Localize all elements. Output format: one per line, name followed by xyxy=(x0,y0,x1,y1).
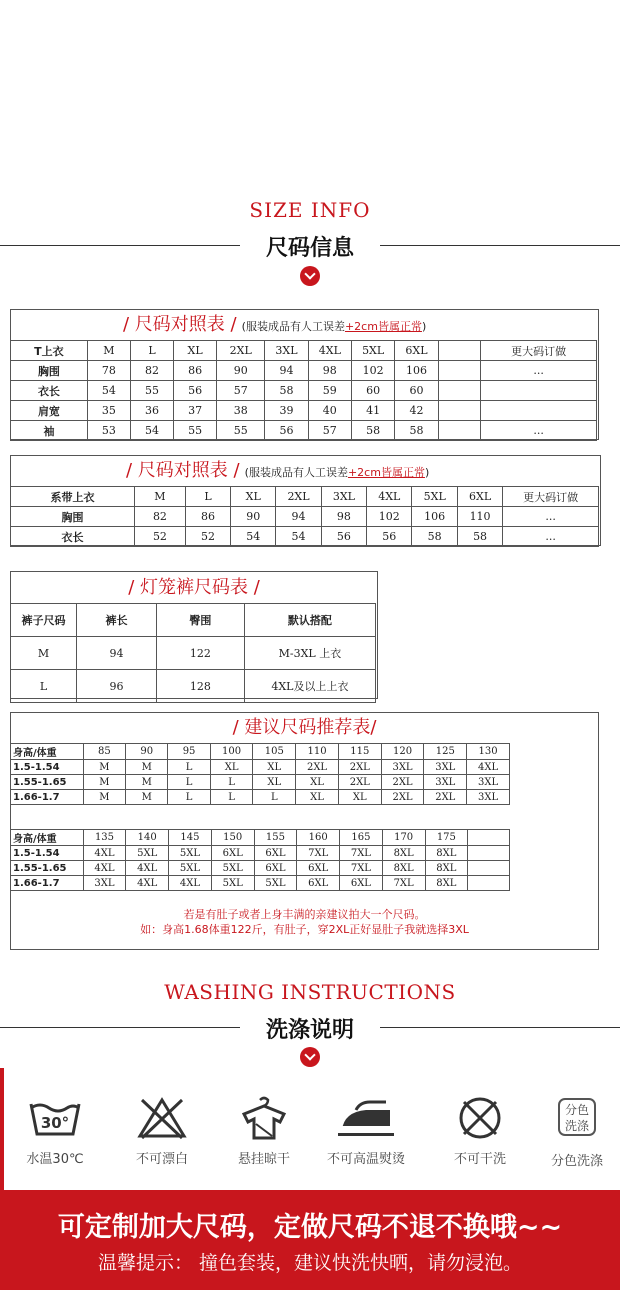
hang-dry-icon xyxy=(234,1096,294,1140)
table-cell: 52 xyxy=(185,527,230,547)
wash-label: 不可高温熨烫 xyxy=(326,1152,405,1167)
table-cell: 90 xyxy=(231,507,276,527)
table-cell: 60 xyxy=(395,381,438,401)
table-cell: 7XL xyxy=(297,846,340,861)
table-cell: 1.55-1.65 xyxy=(11,861,84,876)
table-header-row xyxy=(11,487,599,507)
table-cell: 4XL xyxy=(126,876,169,891)
table-cell: 袖 xyxy=(11,421,88,441)
table-cell: 2XL xyxy=(381,790,424,805)
table-cell: L xyxy=(210,775,253,790)
table-cell: ... xyxy=(481,361,597,381)
table-cell xyxy=(468,846,510,861)
table-row xyxy=(11,381,597,401)
table-cell: XL xyxy=(338,790,381,805)
table-cell: 37 xyxy=(174,401,217,421)
table-cell: 系带上衣 xyxy=(11,487,135,507)
table-cell: 臀围 xyxy=(156,604,244,637)
size-info-cn-title: 尺码信息 xyxy=(265,236,354,261)
table-row xyxy=(11,507,599,527)
size-table-1-note-suffix: ) xyxy=(421,320,427,333)
separate-wash-badge-line2: 洗涤 xyxy=(564,1119,589,1133)
wash-label: 水温30℃ xyxy=(26,1152,84,1167)
table-cell: 5XL xyxy=(169,861,212,876)
table-cell: 82 xyxy=(134,507,185,527)
table-row xyxy=(11,527,599,547)
table-cell: 85 xyxy=(83,744,125,760)
table-cell: 38 xyxy=(217,401,265,421)
table-cell: XL xyxy=(210,760,253,775)
wash-item-no-bleach xyxy=(112,1096,212,1167)
table-cell: L xyxy=(185,487,230,507)
table-cell: 2XL xyxy=(424,790,467,805)
side-accent xyxy=(0,1068,4,1190)
table-cell: 90 xyxy=(217,361,265,381)
table-cell: 默认搭配 xyxy=(244,604,375,637)
wash-30-icon xyxy=(25,1096,85,1140)
size-table-1-note-highlight: +2cm皆属正常 xyxy=(344,320,422,333)
table-cell: XL xyxy=(253,760,296,775)
table-cell: 115 xyxy=(338,744,381,760)
separate-wash-icon xyxy=(547,1098,607,1142)
chevron-down-icon xyxy=(300,266,320,286)
table-cell: 160 xyxy=(297,830,340,846)
table-cell: 1.5-1.54 xyxy=(11,760,84,775)
table-cell: 2XL xyxy=(296,760,339,775)
table-cell: 82 xyxy=(130,361,173,381)
banner-main-text: 可定制加大尺码，定做尺码不退不换哦~~ xyxy=(57,1212,563,1243)
table-cell: 4XL xyxy=(83,846,126,861)
table-header-row xyxy=(11,604,376,637)
table-cell: 52 xyxy=(134,527,185,547)
table-cell: 56 xyxy=(367,527,412,547)
table-cell: L xyxy=(253,790,296,805)
table-cell: 6XL xyxy=(211,846,254,861)
wash-label: 分色洗涤 xyxy=(550,1154,603,1169)
table-cell: 78 xyxy=(87,361,130,381)
table-cell: 胸围 xyxy=(11,507,135,527)
table-cell: 105 xyxy=(253,744,296,760)
table-cell: 35 xyxy=(87,401,130,421)
table-cell: 170 xyxy=(382,830,425,846)
table-cell: M xyxy=(126,790,168,805)
table-cell: M xyxy=(11,637,77,670)
table-cell: 衣长 xyxy=(11,381,88,401)
wash-label: 不可漂白 xyxy=(135,1152,188,1167)
table-cell: 6XL xyxy=(254,861,297,876)
table-cell: 55 xyxy=(130,381,173,401)
table-cell: 41 xyxy=(351,401,394,421)
table-cell: 5XL xyxy=(254,876,297,891)
size-table-2-title: / 尺码对照表 / xyxy=(126,460,240,481)
table-cell xyxy=(438,341,481,361)
table-cell: 110 xyxy=(457,507,502,527)
wash-item-30 xyxy=(5,1096,105,1167)
table-cell: 2XL xyxy=(217,341,265,361)
table-cell: 衣长 xyxy=(11,527,135,547)
table-cell: 5XL xyxy=(351,341,394,361)
table-cell xyxy=(438,401,481,421)
table-cell: 140 xyxy=(126,830,169,846)
table-cell: 58 xyxy=(395,421,438,441)
table-cell: 3XL xyxy=(321,487,366,507)
size-table-2 xyxy=(10,455,601,546)
table-cell: 1.5-1.54 xyxy=(11,846,84,861)
table-cell: 6XL xyxy=(254,846,297,861)
table-cell: 125 xyxy=(424,744,467,760)
table-row xyxy=(11,637,376,670)
wash-label: 不可干洗 xyxy=(453,1152,506,1167)
table-cell: L xyxy=(130,341,173,361)
size-table-2-note-prefix: (服装成品有人工误差 xyxy=(244,466,348,479)
table-cell: 57 xyxy=(308,421,351,441)
table-cell: L xyxy=(168,775,210,790)
table-cell: 更大码订做 xyxy=(503,487,599,507)
table-cell: 4XL xyxy=(467,760,510,775)
table-cell: 2XL xyxy=(381,775,424,790)
table-cell: 57 xyxy=(217,381,265,401)
size-info-cn-header xyxy=(0,228,620,262)
table-row xyxy=(11,775,510,790)
table-cell: T上衣 xyxy=(11,341,88,361)
table-cell: 102 xyxy=(351,361,394,381)
recommend-size-table xyxy=(10,712,599,950)
wash-item-no-dry-clean xyxy=(430,1096,530,1167)
table-cell: L xyxy=(168,790,210,805)
table-cell: 7XL xyxy=(382,876,425,891)
table-cell: 4XL及以上上衣 xyxy=(244,670,375,703)
table-cell xyxy=(468,830,510,846)
table-cell: 36 xyxy=(130,401,173,421)
table-cell: 4XL xyxy=(169,876,212,891)
pants-size-table-grid xyxy=(10,603,376,703)
table-cell: 4XL xyxy=(126,861,169,876)
separate-wash-badge-line1: 分色 xyxy=(564,1103,589,1117)
table-header-row xyxy=(11,341,597,361)
table-cell xyxy=(468,876,510,891)
recommend-note-1: 若是有肚子或者上身丰满的亲建议拍大一个尺码。 xyxy=(183,908,426,921)
table-cell: 5XL xyxy=(126,846,169,861)
table-row xyxy=(11,421,597,441)
table-cell: 裤长 xyxy=(77,604,157,637)
table-cell: 135 xyxy=(83,830,126,846)
size-info-en-title: SIZE INFO xyxy=(249,198,371,222)
table-cell: XL xyxy=(253,775,296,790)
table-cell: M-3XL 上衣 xyxy=(244,637,375,670)
pants-size-table xyxy=(10,571,378,699)
table-cell: 7XL xyxy=(340,861,383,876)
size-table-1-note-prefix: (服装成品有人工误差 xyxy=(241,320,345,333)
table-cell: 54 xyxy=(130,421,173,441)
table-cell: 120 xyxy=(381,744,424,760)
table-cell: ... xyxy=(503,507,599,527)
table-cell: L xyxy=(168,760,210,775)
recommend-note-2: 如：身高1.68体重122斤，有肚子，穿2XL正好显肚子我就选择3XL xyxy=(140,923,469,936)
table-cell xyxy=(468,861,510,876)
recommend-table-block-2 xyxy=(10,829,510,891)
table-cell: M xyxy=(134,487,185,507)
table-cell: ... xyxy=(481,421,597,441)
table-cell: 6XL xyxy=(297,876,340,891)
no-iron-icon xyxy=(336,1096,396,1140)
table-cell: 4XL xyxy=(367,487,412,507)
table-cell: 130 xyxy=(467,744,510,760)
table-cell: 54 xyxy=(276,527,321,547)
wash-item-separate xyxy=(527,1096,620,1169)
table-cell xyxy=(438,381,481,401)
table-cell xyxy=(438,421,481,441)
size-table-1-title: / 尺码对照表 / xyxy=(123,314,237,335)
no-bleach-icon xyxy=(132,1096,192,1140)
table-cell: 5XL xyxy=(211,861,254,876)
table-cell: 53 xyxy=(87,421,130,441)
table-cell: 58 xyxy=(351,421,394,441)
table-cell: 55 xyxy=(174,421,217,441)
chevron-down-icon xyxy=(300,1047,320,1067)
table-cell: 145 xyxy=(169,830,212,846)
wash-label: 悬挂晾干 xyxy=(237,1152,290,1167)
size-table-2-grid xyxy=(10,486,599,547)
table-cell: 39 xyxy=(265,401,308,421)
table-cell: ... xyxy=(503,527,599,547)
table-cell: 3XL xyxy=(381,760,424,775)
table-cell: 175 xyxy=(425,830,468,846)
table-cell: 5XL xyxy=(211,876,254,891)
table-cell: 4XL xyxy=(308,341,351,361)
size-table-1-grid xyxy=(10,340,597,441)
table-cell: 58 xyxy=(412,527,457,547)
table-cell: 3XL xyxy=(424,760,467,775)
table-cell: 3XL xyxy=(83,876,126,891)
table-cell: 55 xyxy=(217,421,265,441)
table-cell: 86 xyxy=(185,507,230,527)
table-row xyxy=(11,790,510,805)
table-cell xyxy=(438,361,481,381)
recommend-table-block-1 xyxy=(10,743,510,805)
table-row xyxy=(11,760,510,775)
table-cell: 122 xyxy=(156,637,244,670)
table-cell: 5XL xyxy=(169,846,212,861)
table-cell: 102 xyxy=(367,507,412,527)
no-dry-clean-icon xyxy=(450,1096,510,1140)
table-cell: 106 xyxy=(412,507,457,527)
table-cell: M xyxy=(126,760,168,775)
table-cell: XL xyxy=(296,790,339,805)
table-row xyxy=(11,861,510,876)
table-cell: 98 xyxy=(308,361,351,381)
table-cell: 8XL xyxy=(425,846,468,861)
table-cell: L xyxy=(11,670,77,703)
table-cell: M xyxy=(83,775,125,790)
table-cell: 3XL xyxy=(467,790,510,805)
table-cell: 6XL xyxy=(457,487,502,507)
table-cell: 150 xyxy=(211,830,254,846)
table-cell: 7XL xyxy=(340,846,383,861)
table-cell: XL xyxy=(174,341,217,361)
banner-sub-text: 温馨提示： 撞色套装，建议快洗快晒，请勿浸泡。 xyxy=(97,1252,523,1274)
table-cell: 106 xyxy=(395,361,438,381)
table-cell: 56 xyxy=(321,527,366,547)
table-cell: 56 xyxy=(174,381,217,401)
table-cell: 40 xyxy=(308,401,351,421)
table-header-row xyxy=(11,744,510,760)
table-cell: 59 xyxy=(308,381,351,401)
table-cell: 1.55-1.65 xyxy=(11,775,84,790)
table-cell: 86 xyxy=(174,361,217,381)
table-cell: 90 xyxy=(126,744,168,760)
table-cell: 6XL xyxy=(297,861,340,876)
size-table-2-note-suffix: ) xyxy=(424,466,430,479)
table-cell: M xyxy=(83,790,125,805)
wash-temp-text: 30° xyxy=(40,1114,70,1132)
table-cell: 42 xyxy=(395,401,438,421)
table-cell: 3XL xyxy=(265,341,308,361)
table-cell xyxy=(481,381,597,401)
size-table-2-note-highlight: +2cm皆属正常 xyxy=(347,466,425,479)
table-row xyxy=(11,670,376,703)
table-cell: 肩宽 xyxy=(11,401,88,421)
washing-en-title: WASHING INSTRUCTIONS xyxy=(164,980,456,1004)
table-cell: 54 xyxy=(87,381,130,401)
table-cell: 58 xyxy=(265,381,308,401)
washing-cn-header xyxy=(0,1010,620,1044)
table-cell: 155 xyxy=(254,830,297,846)
table-cell: 1.66-1.7 xyxy=(11,790,84,805)
table-cell: 54 xyxy=(231,527,276,547)
table-cell: 100 xyxy=(210,744,253,760)
table-cell: 8XL xyxy=(382,846,425,861)
size-table-1 xyxy=(10,309,599,440)
table-cell: 8XL xyxy=(382,861,425,876)
table-cell: 3XL xyxy=(467,775,510,790)
table-cell: 身高/体重 xyxy=(11,744,84,760)
table-cell: 110 xyxy=(296,744,339,760)
table-cell: 2XL xyxy=(276,487,321,507)
table-row xyxy=(11,361,597,381)
table-cell: 6XL xyxy=(340,876,383,891)
table-row xyxy=(11,876,510,891)
table-row xyxy=(11,846,510,861)
wash-item-hang-dry xyxy=(214,1096,314,1167)
table-cell: 3XL xyxy=(424,775,467,790)
table-cell xyxy=(481,401,597,421)
table-cell: 1.66-1.7 xyxy=(11,876,84,891)
table-cell: L xyxy=(210,790,253,805)
table-cell: 5XL xyxy=(412,487,457,507)
table-cell: 胸围 xyxy=(11,361,88,381)
table-cell: XL xyxy=(296,775,339,790)
table-cell: M xyxy=(83,760,125,775)
table-cell: 94 xyxy=(276,507,321,527)
table-cell: 165 xyxy=(340,830,383,846)
table-cell: 2XL xyxy=(338,760,381,775)
table-cell: 6XL xyxy=(395,341,438,361)
wash-item-no-iron xyxy=(316,1096,416,1167)
table-cell: 8XL xyxy=(425,876,468,891)
table-cell: 更大码订做 xyxy=(481,341,597,361)
table-cell: 94 xyxy=(77,637,157,670)
pants-size-table-title: / 灯笼裤尺码表 / xyxy=(128,577,260,598)
table-cell: 裤子尺码 xyxy=(11,604,77,637)
table-cell: 94 xyxy=(265,361,308,381)
table-row xyxy=(11,401,597,421)
table-cell: 58 xyxy=(457,527,502,547)
table-header-row xyxy=(11,830,510,846)
table-cell: M xyxy=(126,775,168,790)
table-cell: 60 xyxy=(351,381,394,401)
table-cell: 56 xyxy=(265,421,308,441)
table-cell: 96 xyxy=(77,670,157,703)
table-cell: 2XL xyxy=(338,775,381,790)
table-cell: XL xyxy=(231,487,276,507)
washing-cn-title: 洗涤说明 xyxy=(265,1018,354,1043)
table-cell: 128 xyxy=(156,670,244,703)
table-cell: M xyxy=(87,341,130,361)
table-cell: 98 xyxy=(321,507,366,527)
table-cell: 4XL xyxy=(83,861,126,876)
table-cell: 8XL xyxy=(425,861,468,876)
recommend-size-table-title: / 建议尺码推荐表/ xyxy=(232,717,377,738)
table-cell: 95 xyxy=(168,744,210,760)
table-cell: 身高/体重 xyxy=(11,830,84,846)
